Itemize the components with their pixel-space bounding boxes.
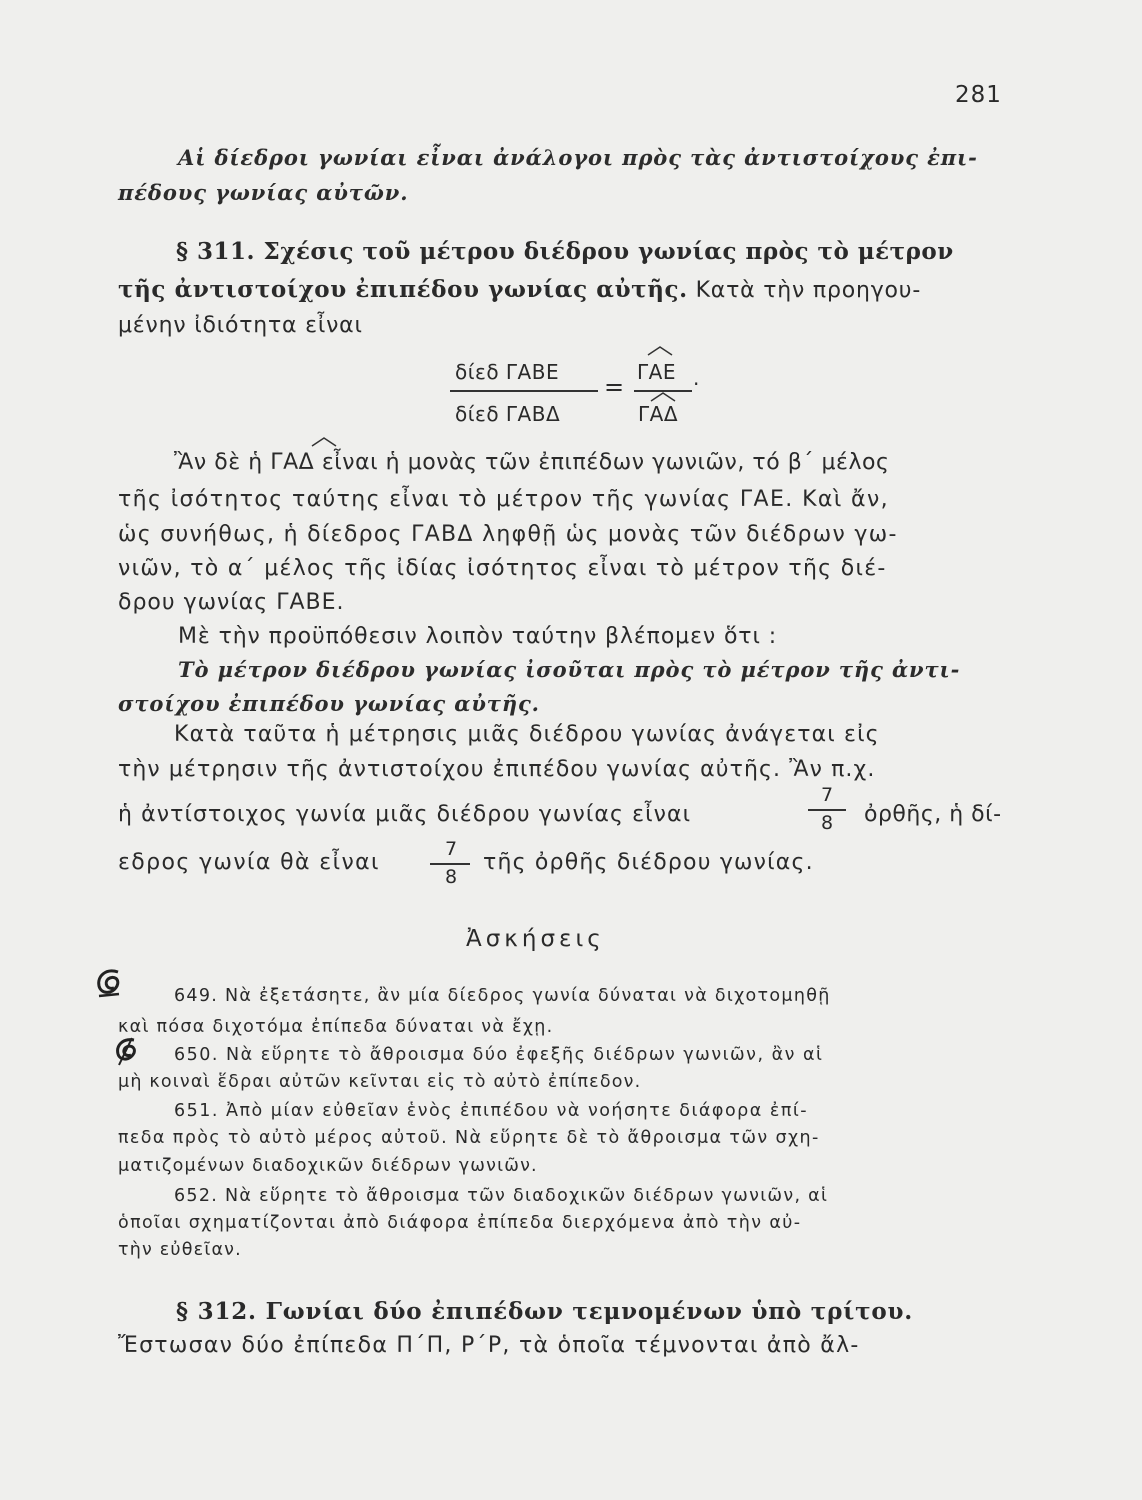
formula-right-denominator: ΓΑΔ bbox=[638, 402, 679, 426]
section-311-heading: § 311. Σχέσις τοῦ μέτρου διέδρου γωνίας πρὸς τὸ μέτρον bbox=[176, 238, 954, 265]
fraction-numerator: 7 bbox=[820, 784, 834, 806]
paragraph-a-line-3: ὡς συνήθως, ἡ δίεδρος ΓΑΒΔ ληφθῇ ὡς μονὰς τῶν διέδρων γω- bbox=[118, 522, 898, 547]
fraction-denominator: 8 bbox=[820, 812, 834, 834]
section-311-heading-tail: τῆς ἀντιστοίχου ἐπιπέδου γωνίας αὐτῆς. bbox=[118, 276, 688, 303]
paragraph-c-line-4-end: τῆς ὀρθῆς διέδρου γωνίας. bbox=[483, 850, 814, 875]
paragraph-a-line-2: τῆς ἰσότητος ταύτης εἶναι τὸ μέτρον τῆς γωνίας ΓΑΕ. Καὶ ἄν, bbox=[118, 487, 890, 512]
section-311-line-2 bbox=[118, 276, 921, 303]
theorem-intro-line-1: Αἱ δίεδροι γωνίαι εἶναι ἀνάλογοι πρὸς τὰς ἀντιστοίχους ἐπι- bbox=[178, 145, 978, 170]
paragraph-c-line-1: Κατὰ ταῦτα ἡ μέτρησις μιᾶς διέδρου γωνίας ἀνάγεται εἰς bbox=[174, 722, 880, 747]
fraction-bar bbox=[430, 863, 470, 865]
paragraph-c-line-4-start: εδρος γωνία θὰ εἶναι bbox=[118, 850, 380, 875]
exercise-652-line-3: τὴν εὐθεῖαν. bbox=[118, 1240, 242, 1260]
section-311-text: Κατὰ τὴν προηγου- bbox=[687, 278, 922, 303]
exercise-652-line-2: ὁποῖαι σχηματίζονται ἀπὸ διάφορα ἐπίπεδα διερχόμενα ἀπὸ τὴν αὐ- bbox=[118, 1213, 802, 1233]
paragraph-a-line-4: νιῶν, τὸ α΄ μέλος τῆς ἰδίας ἰσότητος εἶναι τὸ μέτρον τῆς διέ- bbox=[118, 556, 887, 581]
theorem-311-line-2: στοίχου ἐπιπέδου γωνίας αὐτῆς. bbox=[118, 691, 540, 716]
theorem-311-line-1: Τὸ μέτρον διέδρου γωνίας ἰσοῦται πρὸς τὸ μέτρον τῆς ἀντι- bbox=[178, 657, 961, 682]
exercise-651-line-3: ματιζομένων διαδοχικῶν διέδρων γωνιῶν. bbox=[118, 1156, 538, 1176]
angle-hat-icon bbox=[311, 437, 337, 447]
section-311-line-3: μένην ἰδιότητα εἶναι bbox=[118, 313, 363, 338]
theorem-intro-line-2: πέδους γωνίας αὐτῶν. bbox=[118, 180, 409, 205]
exercise-649-line-1: 649. Νὰ ἐξετάσητε, ἂν μία δίεδρος γωνία δύναται νὰ διχοτομηθῇ bbox=[174, 986, 831, 1006]
page-number: 281 bbox=[955, 82, 1002, 108]
fraction-bar bbox=[808, 809, 846, 811]
exercise-651-line-1: 651. Ἀπὸ μίαν εὐθεῖαν ἑνὸς ἐπιπέδου νὰ νοήσητε διάφορα ἐπί- bbox=[174, 1101, 809, 1121]
paragraph-c-line-3-start: ἡ ἀντίστοιχος γωνία μιᾶς διέδρου γωνίας εἶναι bbox=[118, 802, 692, 827]
formula-right-numerator: ΓΑΕ bbox=[637, 360, 676, 384]
fraction-numerator: 7 bbox=[444, 838, 458, 860]
section-312-line-2: Ἔστωσαν δύο ἐπίπεδα Π΄Π, Ρ΄Ρ, τὰ ὁποῖα τέμνονται ἀπὸ ἄλ- bbox=[118, 1333, 860, 1358]
formula-left-numerator: δίεδ ΓΑΒΕ bbox=[455, 360, 560, 384]
section-312-heading: § 312. Γωνίαι δύο ἐπιπέδων τεμνομένων ὑπὸ τρίτου. bbox=[176, 1298, 914, 1325]
exercise-650-line-1: 650. Νὰ εὕρητε τὸ ἄθροισμα δύο ἐφεξῆς διέδρων γωνιῶν, ἂν αἱ bbox=[174, 1045, 824, 1065]
formula-period: . bbox=[693, 366, 700, 390]
angle-hat-icon bbox=[650, 392, 676, 402]
paragraph-b: Μὲ τὴν προϋπόθεσιν λοιπὸν ταύτην βλέπομεν ὅτι : bbox=[178, 624, 778, 649]
paragraph-a-line-1: Ἂν δὲ ἡ ΓΑΔ εἶναι ἡ μονὰς τῶν ἐπιπέδων γωνιῶν, τό β΄ μέλος bbox=[174, 450, 890, 475]
formula-left-bar bbox=[450, 390, 598, 392]
handwritten-mark-icon bbox=[110, 1034, 144, 1068]
angle-hat-icon bbox=[647, 346, 673, 356]
formula-left-denominator: δίεδ ΓΑΒΔ bbox=[455, 402, 561, 426]
paragraph-a-line-5: δρου γωνίας ΓΑΒΕ. bbox=[118, 590, 345, 615]
exercise-650-line-2: μὴ κοιναὶ ἕδραι αὐτῶν κεῖνται εἰς τὸ αὐτὸ ἐπίπεδον. bbox=[118, 1072, 642, 1092]
handwritten-mark-icon bbox=[92, 966, 126, 1000]
fraction-denominator: 8 bbox=[444, 866, 458, 888]
exercise-649-line-2: καὶ πόσα διχοτόμα ἐπίπεδα δύναται νὰ ἔχῃ. bbox=[118, 1017, 554, 1037]
paragraph-c-line-3-end: ὀρθῆς, ἡ δί- bbox=[864, 802, 1002, 827]
exercises-heading: Ἀσκήσεις bbox=[466, 926, 605, 952]
exercise-651-line-2: πεδα πρὸς τὸ αὐτὸ μέρος αὐτοῦ. Νὰ εὕρητε δὲ τὸ ἄθροισμα τῶν σχη- bbox=[118, 1128, 820, 1148]
formula-equals: = bbox=[604, 373, 625, 401]
paragraph-c-line-2: τὴν μέτρησιν τῆς ἀντιστοίχου ἐπιπέδου γωνίας αὐτῆς. Ἂν π.χ. bbox=[118, 757, 876, 782]
exercise-652-line-1: 652. Νὰ εὕρητε τὸ ἄθροισμα τῶν διαδοχικῶν διέδρων γωνιῶν, αἱ bbox=[174, 1186, 829, 1206]
